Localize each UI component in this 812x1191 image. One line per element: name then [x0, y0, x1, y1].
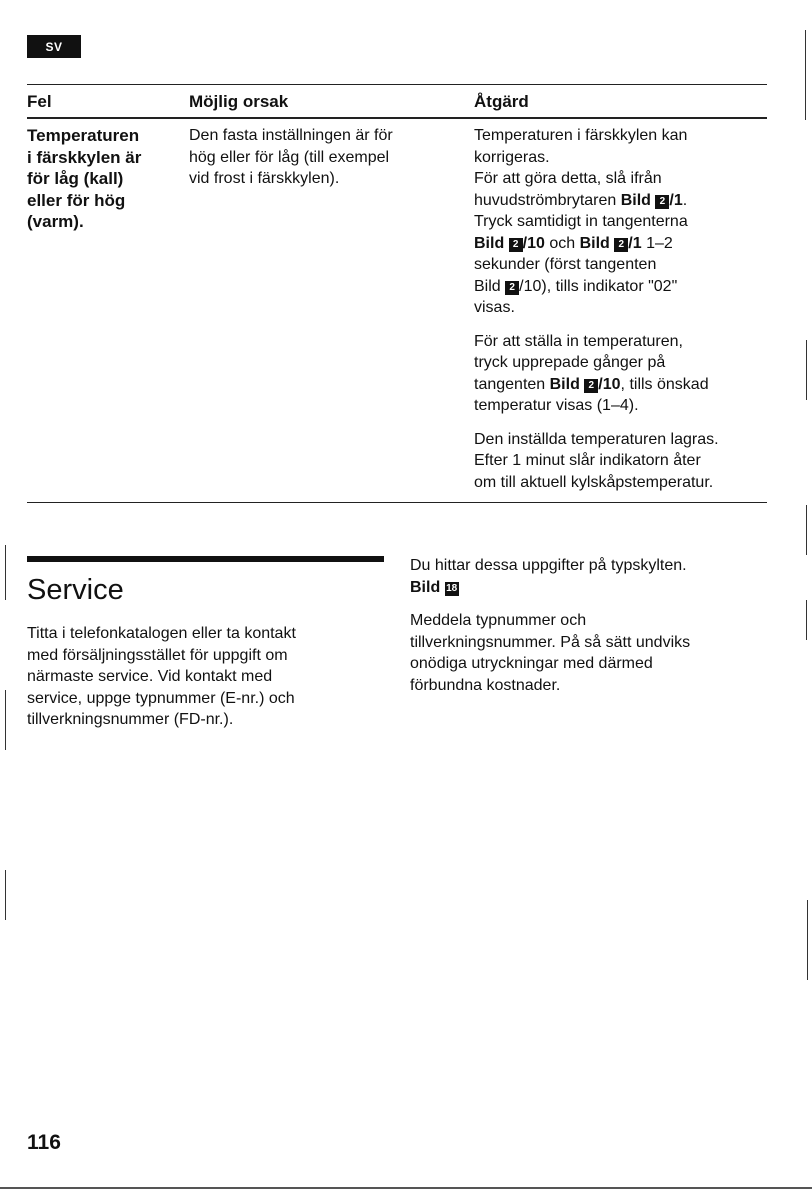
bild-label: Bild — [474, 277, 501, 295]
service-right-text — [410, 555, 780, 696]
action-line — [474, 276, 774, 298]
language-tab: SV — [27, 35, 81, 58]
figure-number-badge: 2 — [505, 281, 519, 295]
action-line: huvudströmbrytaren Bild 2 /1. — [474, 191, 688, 209]
scan-edge-line — [805, 30, 806, 120]
service-heading: Service — [27, 574, 124, 606]
header-fault: Fel — [27, 92, 52, 111]
page-bottom-edge — [0, 1187, 812, 1189]
bild-label: Bild — [620, 191, 651, 209]
ref-suffix: /10 — [519, 277, 542, 295]
service-line: med försäljningsstället för uppgift om — [27, 646, 288, 664]
action-line: korrigeras. — [474, 148, 550, 166]
bild-label: Bild — [579, 234, 610, 252]
action-line: Temperaturen i färskkylen kan — [474, 127, 688, 144]
service-line: närmaste service. Vid kontakt med — [27, 668, 273, 685]
fault-line: eller för hög — [27, 190, 126, 210]
action-line: sekunder (först tangenten — [474, 256, 657, 273]
service-line — [410, 577, 780, 599]
scan-edge-line — [5, 690, 6, 750]
scan-edge-line — [806, 505, 807, 555]
action-line — [474, 233, 774, 255]
service-line: Titta i telefonkatalogen eller ta kontakt — [27, 625, 296, 642]
bild-ref — [474, 235, 545, 252]
bild-ref — [580, 235, 642, 252]
action-line — [474, 374, 774, 396]
action-text: tangenten — [474, 375, 550, 393]
service-line: Meddela typnummer och — [410, 612, 587, 629]
action-text: , tills önskad — [620, 375, 709, 393]
ref-suffix: /1 — [669, 191, 683, 209]
scan-edge-line — [806, 340, 807, 400]
cause-line: hög eller för låg (till exempel — [189, 148, 390, 166]
cause-cell — [189, 125, 469, 190]
service-line: onödiga utryckningar med därmed — [410, 655, 653, 672]
service-line: Du hittar dessa uppgifter på typskylten. — [410, 557, 687, 574]
action-text: 1–2 — [641, 234, 673, 252]
bild-ref — [550, 376, 621, 393]
action-line: För att ställa in temperaturen, — [474, 332, 683, 350]
header-action: Åtgärd — [474, 92, 529, 111]
action-text: huvudströmbrytaren — [474, 191, 621, 209]
figure-number-badge: 2 — [584, 379, 598, 393]
fault-cell — [27, 125, 187, 233]
service-left-text — [27, 623, 387, 731]
bild-label: Bild — [549, 375, 580, 393]
service-line: förbundna kostnader. — [410, 676, 561, 694]
scan-edge-line — [5, 545, 6, 600]
action-cell — [474, 125, 774, 493]
figure-number-badge: 2 — [655, 195, 669, 209]
service-line: service, uppge typnummer (E-nr.) och — [27, 689, 295, 707]
action-line: För att göra detta, slå ifrån — [474, 170, 662, 187]
ref-suffix: /10 — [598, 375, 621, 393]
action-line: Efter 1 minut slår indikatorn åter — [474, 452, 701, 469]
fault-line: Temperaturen — [27, 126, 140, 145]
header-cause: Möjlig orsak — [189, 92, 289, 111]
figure-number-badge: 2 — [509, 238, 523, 252]
action-line: temperatur visas (1–4). — [474, 397, 639, 414]
fault-line: (varm). — [27, 212, 84, 231]
action-text: ), tills indikator "02" — [541, 277, 678, 295]
cause-line: vid frost i färskkylen). — [189, 170, 340, 187]
page-number: 116 — [27, 1131, 61, 1154]
table-bottom-rule — [27, 502, 767, 503]
fault-line: för låg (kall) — [27, 169, 124, 188]
figure-number-badge: 2 — [614, 238, 628, 252]
action-line: tryck upprepade gånger på — [474, 354, 666, 371]
bild-label: Bild — [474, 234, 505, 252]
scan-edge-line — [807, 900, 808, 980]
header-rule — [27, 117, 767, 119]
table-top-rule — [27, 84, 767, 85]
action-text: och — [544, 234, 580, 252]
scan-edge-line — [806, 600, 807, 640]
cause-line: Den fasta inställningen är för — [189, 127, 393, 144]
action-line: Tryck samtidigt in tangenterna — [474, 213, 688, 230]
fault-line: i färskkylen är — [27, 147, 142, 167]
action-line: Den inställda temperaturen lagras. — [474, 430, 719, 448]
ref-suffix: /10 — [522, 234, 545, 252]
bild-label: Bild — [410, 578, 441, 596]
action-line: om till aktuell kylskåpstemperatur. — [474, 473, 714, 491]
section-bar — [27, 556, 384, 562]
service-line: tillverkningsnummer. På så sätt undviks — [410, 633, 691, 651]
action-line: visas. — [474, 299, 515, 316]
figure-number-badge: 18 — [446, 582, 458, 594]
scan-edge-line — [5, 870, 6, 920]
bild-ref — [621, 192, 683, 209]
ref-suffix: /1 — [628, 234, 642, 252]
service-line: tillverkningsnummer (FD-nr.). — [27, 711, 234, 728]
